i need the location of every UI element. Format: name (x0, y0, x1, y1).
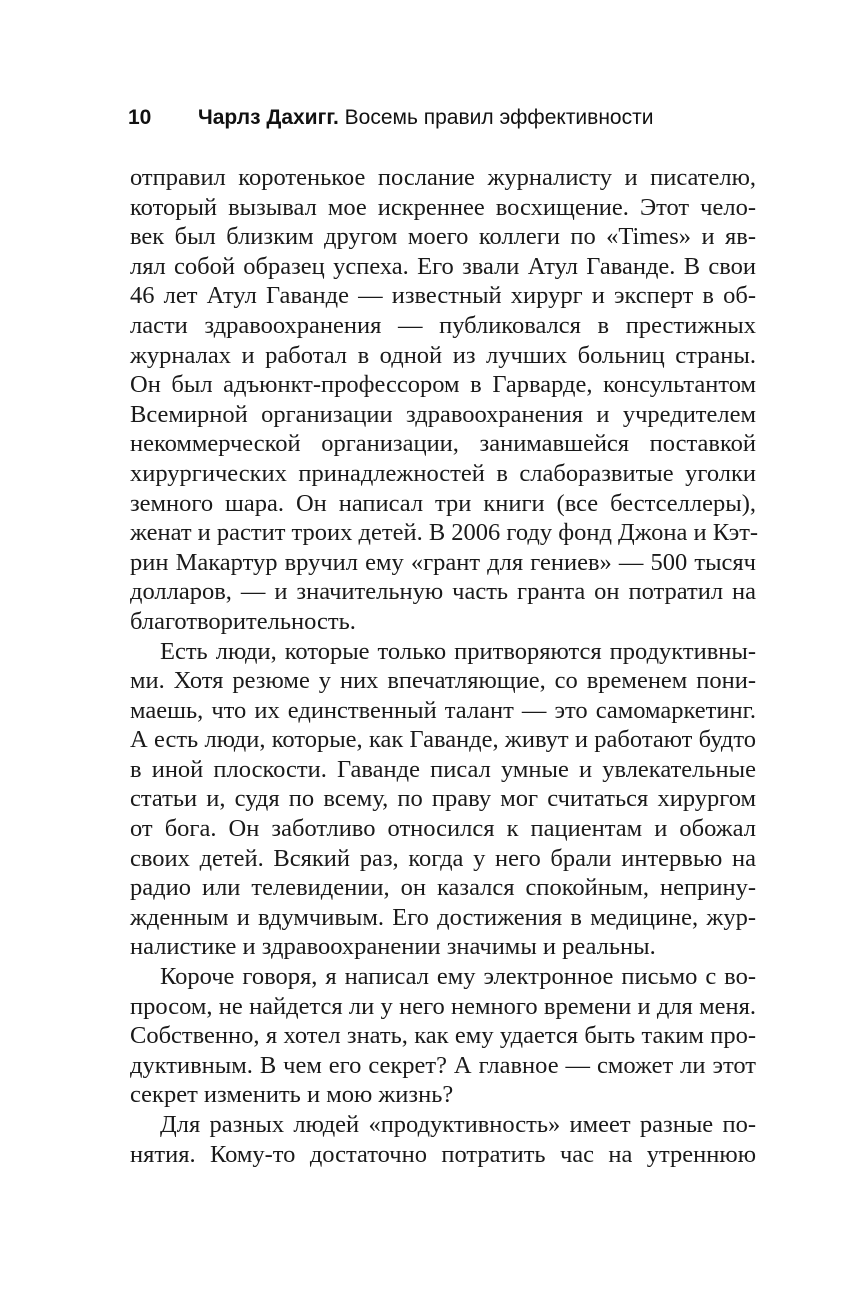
text-line: лял собой образец успеха. Его звали Атул Гаванде. В свои (130, 252, 756, 280)
text-line: рин Макартур вручил ему «грант для гениев» — 500 тысяч (130, 548, 756, 576)
book-author: Чарлз Дахигг. (198, 106, 339, 129)
text-line: от бога. Он заботливо относился к пациентам и обожал (130, 815, 756, 843)
text-line: хирургических принадлежностей в слаборазвитые уголки (130, 459, 756, 487)
text-line: который вызывал мое искреннее восхищение. Этот чело- (130, 193, 756, 221)
text-line: статьи и, судя по всему, по праву мог считаться хирургом (130, 785, 756, 813)
text-line: нятия. Кому-то достаточно потратить час на утреннюю (130, 1140, 756, 1168)
text-line: А есть люди, которые, как Гаванде, живут и работают будто (130, 726, 756, 754)
paragraph-last-line: секрет изменить и мою жизнь? (130, 1081, 454, 1109)
paragraph-last-line: налистике и здравоохранении значимы и реальны. (130, 933, 656, 961)
text-line: маешь, что их единственный талант — это самомаркетинг. (130, 696, 756, 724)
text-line: жденным и вдумчивым. Его достижения в медицине, жур- (130, 903, 756, 931)
text-line: земного шара. Он написал три книги (все бестселлеры), (130, 489, 756, 517)
text-line: своих детей. Всякий раз, когда у него брали интервью на (130, 844, 756, 872)
text-line: век был близким другом моего коллеги по «Times» и яв- (130, 223, 756, 251)
running-head (128, 104, 728, 132)
text-line: 46 лет Атул Гаванде — известный хирург и эксперт в об- (130, 282, 756, 310)
text-line: долларов, — и значительную часть гранта он потратил на (130, 578, 756, 606)
text-line: Он был адъюнкт-профессором в Гарварде, консультантом (130, 371, 756, 399)
text-line: ласти здравоохранения — публиковался в престижных (130, 311, 756, 339)
text-line: женат и растит троих детей. В 2006 году фонд Джона и Кэт- (130, 519, 759, 547)
text-line: некоммерческой организации, занимавшейся поставкой (130, 430, 756, 458)
text-line: дуктивным. В чем его секрет? А главное — сможет ли этот (130, 1051, 756, 1079)
text-line: Всемирной организации здравоохранения и учредителем (130, 400, 756, 428)
paragraph-last-line: благотворительность. (130, 607, 356, 635)
body-text (130, 163, 759, 1169)
text-line: отправил коротенькое послание журналисту и писателю, (130, 164, 756, 191)
paragraph-first-line: Для разных людей «продуктивность» имеет разные по- (160, 1111, 756, 1138)
text-line: ми. Хотя резюме у них впечатляющие, со временем пони- (130, 667, 756, 695)
text-line: Собственно, я хотел знать, как ему удается быть таким про- (130, 1022, 756, 1050)
text-line: радио или телевидении, он казался спокойным, неприну- (130, 874, 756, 902)
page-number: 10 (128, 106, 152, 129)
paragraph-first-line: Короче говоря, я написал ему электронное письмо с во- (160, 963, 756, 991)
text-line: просом, не найдется ли у него немного времени и для меня. (130, 992, 756, 1020)
text-line: журналах и работал в одной из лучших больниц страны. (130, 341, 756, 369)
text-line: в иной плоскости. Гаванде писал умные и увлекательные (130, 755, 756, 783)
book-title: Восемь правил эффективности (344, 106, 654, 129)
paragraph-first-line: Есть люди, которые только притворяются продуктивны- (160, 637, 756, 665)
